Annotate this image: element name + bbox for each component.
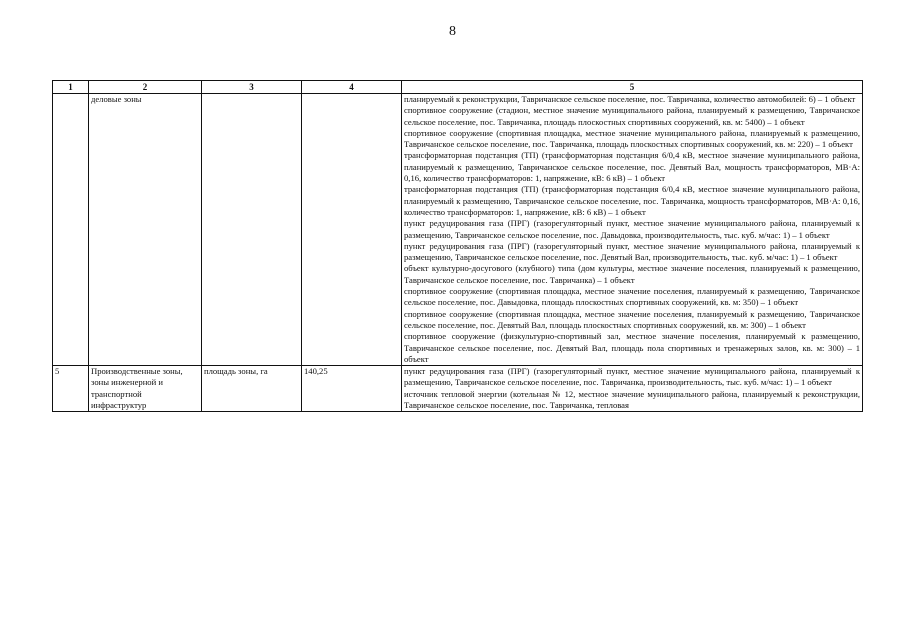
object-entry: объект культурно-досугового (клубного) типа (дом культуры, местное значение поселения, планируемый к размещению, Тавричанское сельское поселение, пос. Тавричанка) – 1 объект <box>404 263 860 285</box>
object-entry: пункт редуцирования газа (ПРГ) (газорегуляторный пункт, местное значение муниципального района, планируемый к размещению, Тавричанское сельское поселение, пос. Давыдовка, производительность, тыс. куб. м/час: 1) – 1 объект <box>404 218 860 240</box>
parameter-cell: площадь зоны, га <box>202 366 302 412</box>
row-number-cell: 5 <box>53 366 89 412</box>
parameter-cell <box>202 94 302 366</box>
header-col-1: 1 <box>53 81 89 94</box>
header-col-5: 5 <box>402 81 863 94</box>
object-entry: спортивное сооружение (спортивная площадка, местное значение поселения, планируемый к размещению, Тавричанское сельское поселение, пос. Девятый Вал, площадь плоскостных спортивных сооружений, кв. м: 300) – 1 объект <box>404 308 860 330</box>
object-entry: спортивное сооружение (спортивная площадка, местное значение муниципального района, планируемый к размещению, Тавричанское сельское поселение, пос. Тавричанка, площадь плоскостных спортивных сооружений, кв. м: 220) – 1 объект <box>404 127 860 150</box>
zone-name-cell: Производственные зоны, зоны инженерной и транспортной инфраструктур <box>89 366 202 412</box>
document-table <box>52 80 863 412</box>
page-number: 8 <box>449 24 456 39</box>
objects-cell <box>402 366 863 412</box>
header-row <box>53 81 863 94</box>
object-entry: спортивное сооружение (физкультурно-спортивный зал, местное значение поселения, планируемый к размещению, Тавричанское сельское поселение, пос. Девятый Вал, площадь пола спортивных и тренажерных залов, кв. м: 300) – 1 объект <box>404 331 860 364</box>
object-entry: трансформаторная подстанция (ТП) (трансформаторная подстанция 6/0,4 кВ, местное значение муниципального района, планируемый к размещению, Тавричанское сельское поселение, пос. Тавричанка, мощность трансформаторов, МВ·А: 0,16, количество трансформаторов: 1, напряжение, кВ: 6 кВ) – 1 объект <box>404 184 860 217</box>
object-entry: спортивное сооружение (стадион, местное значение муниципального района, планируемый к размещению, Тавричанское сельское поселение, пос. Тавричанка, площадь плоскостных спортивных сооружений, кв. м: 5400) – 1 объект <box>404 105 860 127</box>
header-col-3: 3 <box>202 81 302 94</box>
value-cell <box>302 94 402 366</box>
value-cell: 140,25 <box>302 366 402 412</box>
table-row <box>53 366 863 412</box>
objects-cell <box>402 94 863 366</box>
header-col-4: 4 <box>302 81 402 94</box>
object-entry: планируемый к реконструкции, Тавричанское сельское поселение, пос. Тавричанка, количество автомобилей: 6) – 1 объект <box>404 94 856 104</box>
row-number-cell <box>53 94 89 366</box>
object-entry: спортивное сооружение (спортивная площадка, местное значение поселения, планируемый к размещению, Тавричанское сельское поселение, пос. Давыдовка, площадь плоскостных спортивных сооружений, кв. м: 350) – 1 объект <box>404 286 860 308</box>
object-entry: трансформаторная подстанция (ТП) (трансформаторная подстанция 6/0,4 кВ, местное значение муниципального района, планируемый к размещению, Тавричанское сельское поселение, пос. Девятый Вал, мощность трансформаторов, МВ·А: 0,16, количество трансформаторов: 1, напряжение, кВ: 6 кВ) – 1 объект <box>404 150 860 184</box>
object-entry: пункт редуцирования газа (ПРГ) (газорегуляторный пункт, местное значение муниципального района, планируемый к размещению, Тавричанское сельское поселение, пос. Тавричанка, производительность, тыс. куб. м/час: 1) – 1 объект <box>404 366 860 388</box>
object-entry: пункт редуцирования газа (ПРГ) (газорегуляторный пункт, местное значение муниципального района, планируемый к размещению, Тавричанское сельское поселение, пос. Девятый Вал, производительность, тыс. куб. м/час: 1) – 1 объект <box>404 240 860 263</box>
header-col-2: 2 <box>89 81 202 94</box>
zone-name-cell: деловые зоны <box>89 94 202 366</box>
table-row <box>53 94 863 366</box>
object-entry: источник тепловой энергии (котельная № 12, местное значение муниципального района, планируемый к реконструкции, Тавричанское сельское поселение, пос. Тавричанка, тепловая <box>404 388 860 411</box>
